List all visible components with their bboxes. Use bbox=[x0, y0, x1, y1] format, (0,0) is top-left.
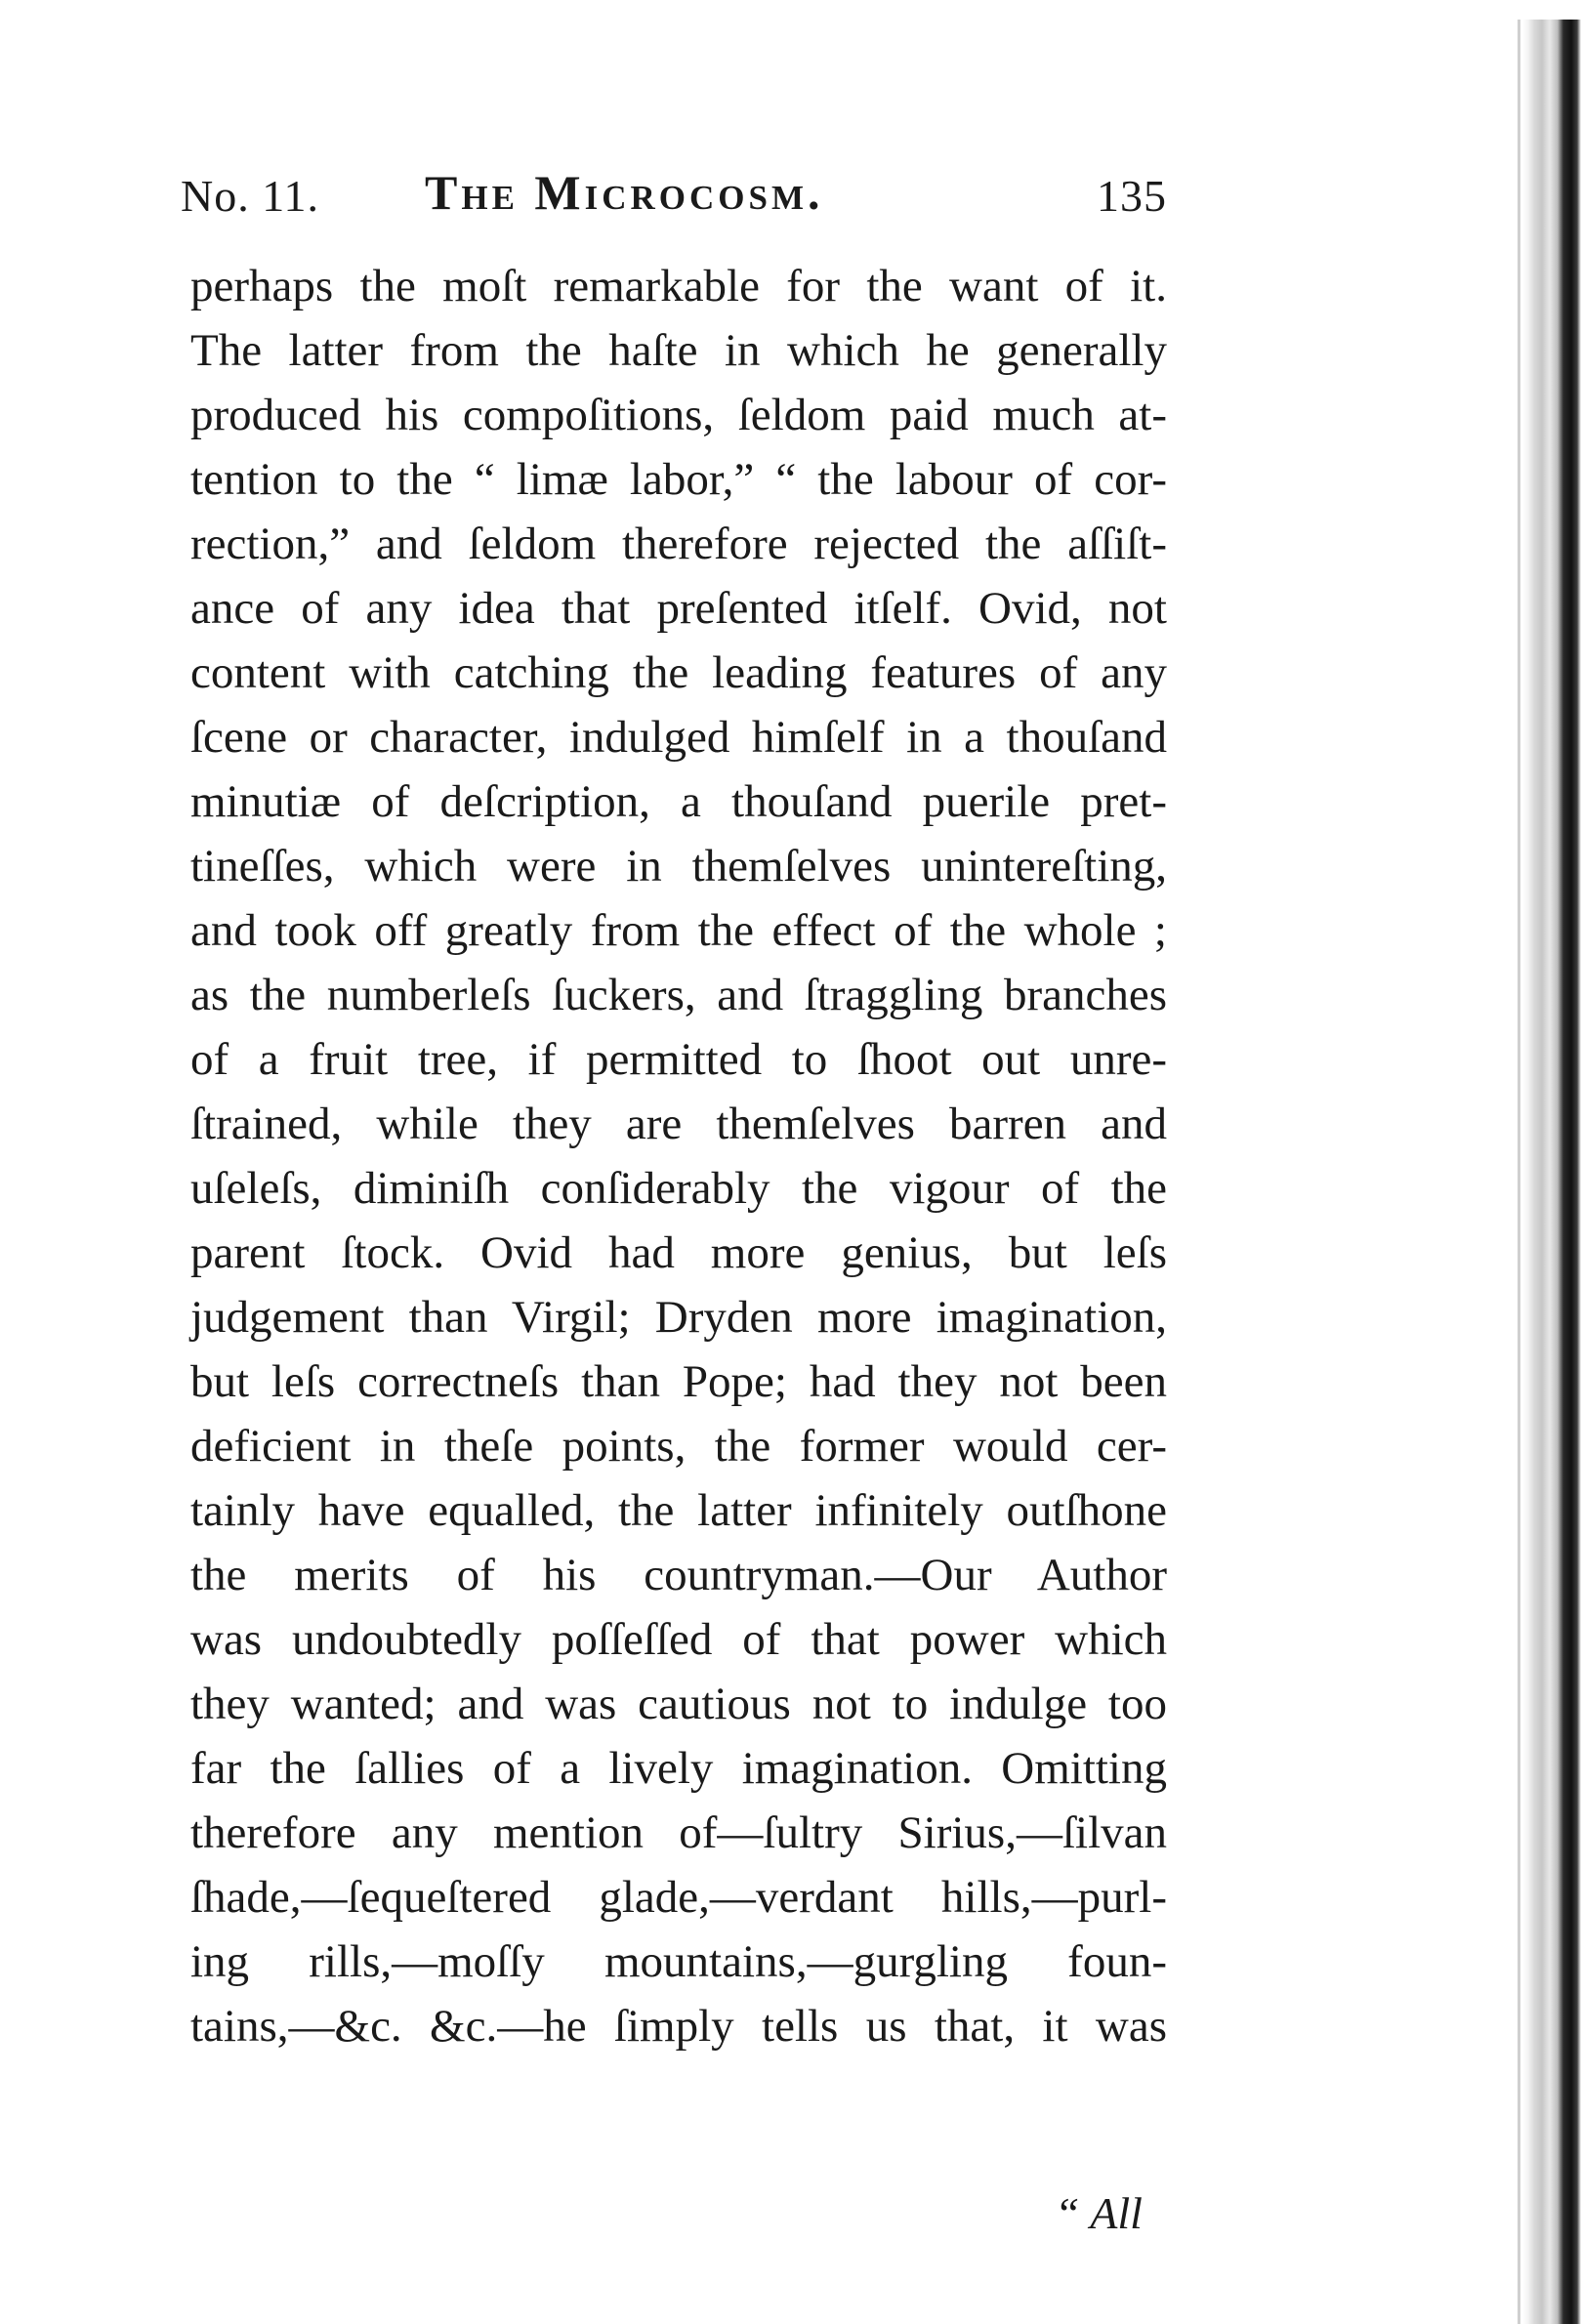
page-gutter-line bbox=[1518, 20, 1520, 2324]
body-text bbox=[190, 254, 1167, 2058]
text-line: ſhade,—ſequeſtered glade,—verdant hills,—purl- bbox=[190, 1872, 1167, 1923]
text-line: as the numberleſs ſuckers, and ſtraggling branches bbox=[190, 970, 1167, 1020]
running-header bbox=[181, 164, 1167, 232]
text-line: The latter from the haſte in which he generally bbox=[190, 325, 1167, 376]
text-line: parent ſtock. Ovid had more genius, but leſs bbox=[190, 1227, 1167, 1278]
text-line: they wanted; and was cautious not to indulge too bbox=[190, 1679, 1167, 1729]
text-line: tineſſes, which were in themſelves unintereſting, bbox=[190, 841, 1167, 892]
text-line: was undoubtedly poſſeſſed of that power which bbox=[190, 1614, 1167, 1665]
text-line: ance of any idea that preſented itſelf. Ovid, not bbox=[190, 583, 1167, 634]
text-line: but leſs correctneſs than Pope; had they not been bbox=[190, 1356, 1167, 1407]
text-line: tainly have equalled, the latter infinitely outſhone bbox=[190, 1485, 1167, 1536]
running-title: The Microcosm. bbox=[425, 165, 824, 220]
text-line: uſeleſs, diminiſh conſiderably the vigour of the bbox=[190, 1163, 1167, 1214]
text-line: deficient in theſe points, the former would cer- bbox=[190, 1421, 1167, 1472]
text-line: rection,” and ſeldom therefore rejected the aſſiſt- bbox=[190, 519, 1167, 569]
text-line: judgement than Virgil; Dryden more imagination, bbox=[190, 1292, 1167, 1343]
text-line: the merits of his countryman.—Our Author bbox=[190, 1550, 1167, 1600]
text-line: tention to the “ limæ labor,” “ the labour of cor- bbox=[190, 454, 1167, 505]
text-line: tains,—&c. &c.—he ſimply tells us that, it was bbox=[190, 2001, 1167, 2052]
text-line: content with catching the leading features of any bbox=[190, 647, 1167, 698]
text-line: ing rills,—moſſy mountains,—gurgling foun- bbox=[190, 1936, 1167, 1987]
text-line: far the ſallies of a lively imagination. Omitting bbox=[190, 1743, 1167, 1794]
text-line: of a fruit tree, if permitted to ſhoot out unre- bbox=[190, 1034, 1167, 1085]
page-number: 135 bbox=[1097, 171, 1167, 221]
catchword: “ All bbox=[1055, 2188, 1143, 2238]
issue-number: No. 11. bbox=[181, 171, 320, 221]
text-line: therefore any mention of—ſultry Sirius,—ſilvan bbox=[190, 1807, 1167, 1858]
text-line: perhaps the moſt remarkable for the want of it. bbox=[190, 261, 1167, 311]
text-line: and took off greatly from the effect of the whole ; bbox=[190, 905, 1167, 956]
text-line: ſcene or character, indulged himſelf in a thouſand bbox=[190, 712, 1167, 763]
text-line: produced his compoſitions, ſeldom paid much at- bbox=[190, 390, 1167, 440]
text-line: ſtrained, while they are themſelves barren and bbox=[190, 1099, 1167, 1149]
text-line: minutiæ of deſcription, a thouſand puerile pret- bbox=[190, 776, 1167, 827]
page-binding-edge bbox=[1522, 20, 1581, 2324]
